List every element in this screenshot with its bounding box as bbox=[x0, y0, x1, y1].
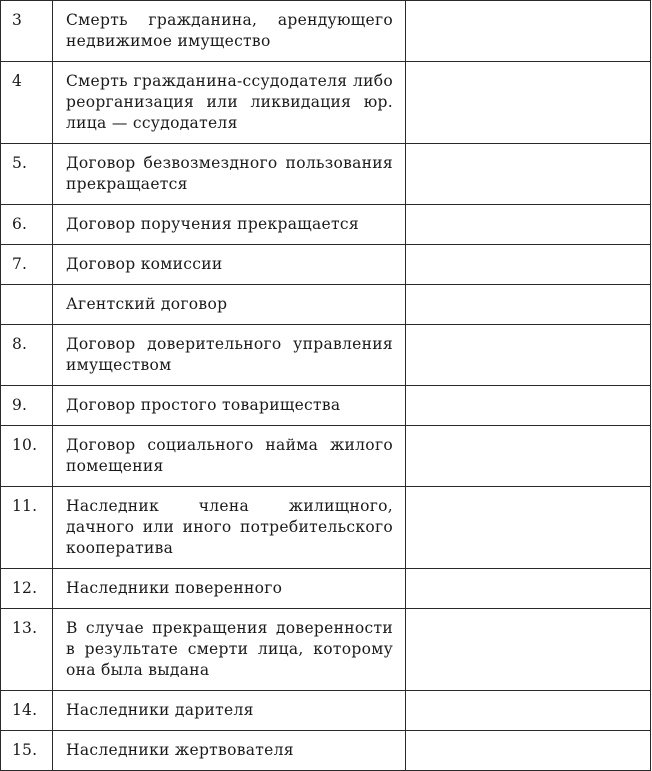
empty-cell bbox=[406, 62, 651, 144]
empty-cell bbox=[406, 731, 651, 771]
row-number: 13. bbox=[1, 609, 53, 691]
empty-cell bbox=[406, 691, 651, 731]
row-number: 6. bbox=[1, 205, 53, 245]
row-description: Договор доверительного управления имуществом bbox=[53, 325, 406, 386]
table-row bbox=[1, 569, 651, 609]
row-description: Наследники поверенного bbox=[53, 569, 406, 609]
empty-cell bbox=[406, 325, 651, 386]
row-description: Наследник члена жилищного, дачного или иного потребительского кооператива bbox=[53, 487, 406, 569]
table-row bbox=[1, 285, 651, 325]
row-description: Агентский договор bbox=[53, 285, 406, 325]
table-row bbox=[1, 245, 651, 285]
empty-cell bbox=[406, 487, 651, 569]
table-row bbox=[1, 62, 651, 144]
table-row bbox=[1, 731, 651, 771]
row-description: Договор простого товарищества bbox=[53, 386, 406, 426]
row-description: Договор комиссии bbox=[53, 245, 406, 285]
table-row bbox=[1, 205, 651, 245]
table-row bbox=[1, 144, 651, 205]
table-row bbox=[1, 487, 651, 569]
table-row bbox=[1, 691, 651, 731]
empty-cell bbox=[406, 569, 651, 609]
row-description: Наследники дарителя bbox=[53, 691, 406, 731]
row-number: 8. bbox=[1, 325, 53, 386]
row-number: 5. bbox=[1, 144, 53, 205]
empty-cell bbox=[406, 386, 651, 426]
table-row bbox=[1, 325, 651, 386]
table-row bbox=[1, 386, 651, 426]
empty-cell bbox=[406, 144, 651, 205]
row-description: Договор безвозмездного пользования прекращается bbox=[53, 144, 406, 205]
row-description: В случае прекращения доверенности в результате смерти лица, которому она была выдана bbox=[53, 609, 406, 691]
row-number: 10. bbox=[1, 426, 53, 487]
row-number: 14. bbox=[1, 691, 53, 731]
row-number: 9. bbox=[1, 386, 53, 426]
row-description: Договор социального найма жилого помещения bbox=[53, 426, 406, 487]
row-number: 11. bbox=[1, 487, 53, 569]
table-row bbox=[1, 426, 651, 487]
empty-cell bbox=[406, 609, 651, 691]
row-number: 3 bbox=[1, 1, 53, 62]
empty-cell bbox=[406, 285, 651, 325]
empty-cell bbox=[406, 1, 651, 62]
row-description: Наследники жертвователя bbox=[53, 731, 406, 771]
table-row bbox=[1, 609, 651, 691]
empty-cell bbox=[406, 245, 651, 285]
empty-cell bbox=[406, 426, 651, 487]
row-description: Смерть гражданина, арендующего недвижимое имущество bbox=[53, 1, 406, 62]
row-description: Договор поручения прекращается bbox=[53, 205, 406, 245]
empty-cell bbox=[406, 205, 651, 245]
row-number: 12. bbox=[1, 569, 53, 609]
row-description: Смерть гражданина-ссудодателя либо реорганизация или ликвидация юр. лица — ссудодателя bbox=[53, 62, 406, 144]
table-row bbox=[1, 1, 651, 62]
row-number: 4 bbox=[1, 62, 53, 144]
row-number bbox=[1, 285, 53, 325]
row-number: 15. bbox=[1, 731, 53, 771]
row-number: 7. bbox=[1, 245, 53, 285]
